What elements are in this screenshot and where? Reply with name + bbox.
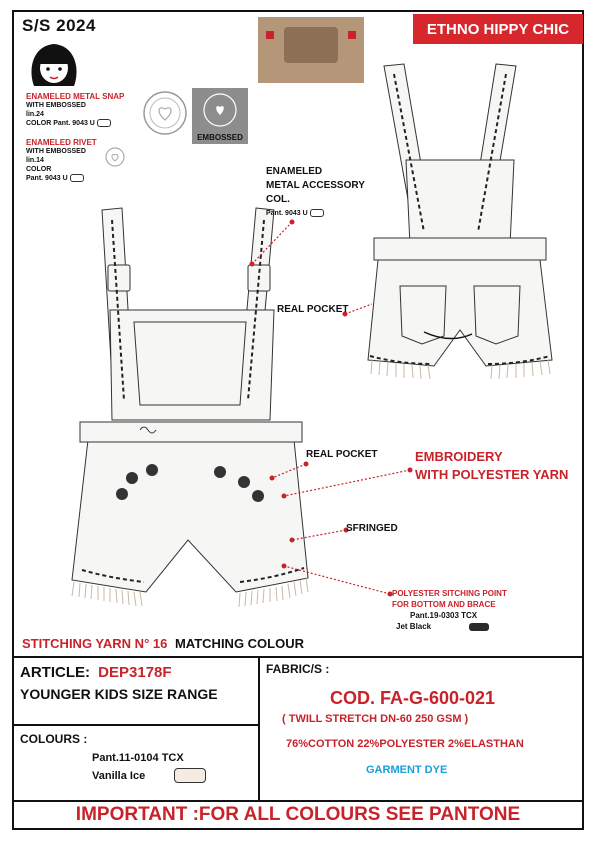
fabric-label: FABRIC/S : [266,662,330,676]
snap-line1: WITH EMBOSSED [26,102,86,109]
vanilla-ice-swatch [174,768,206,783]
callout-accessory-l1: ENAMELED [266,166,323,177]
divider-top [12,656,584,658]
snap-color: COLOR Pant. 9043 U [26,120,95,127]
colour-name: Vanilla Ice [92,770,146,782]
callout-fringed: SFRINGED [346,523,398,534]
accessory-swatch [310,209,324,217]
snap-title: ENAMELED METAL SNAP [26,92,125,101]
rivet-title: ENAMELED RIVET [26,138,97,147]
callout-stitch-pant: Pant.19-0303 TCX [410,611,478,620]
callout-embroidery-l1: EMBROIDERY [415,449,503,464]
callout-embroidery-l2: WITH POLYESTER YARN [415,467,569,482]
callout-accessory [266,165,365,221]
colours-label: COLOURS : [20,732,88,746]
jet-black-swatch [469,623,489,631]
divider-vertical [258,656,260,800]
callout-stitch-l1: POLYESTER SITCHING POINT [392,589,507,598]
callout-stitch-l2: FOR BOTTOM AND BRACE [392,600,496,609]
rivet-line3: COLOR [26,166,52,173]
stitching-yarn-note [22,636,304,651]
fabric-finish: GARMENT DYE [366,764,448,776]
rivet-color: Pant. 9043 U [26,175,68,182]
callout-front-pocket: REAL POCKET [306,449,378,460]
callout-accessory-l2: METAL ACCESSORY [266,180,365,191]
callout-embroidery [415,448,568,484]
footer-important-note: IMPORTANT :FOR ALL COLOURS SEE PANTONE [75,804,521,825]
callout-stitching-point [392,588,507,632]
season-label: S/S 2024 [22,16,96,35]
callout-accessory-pant: Pant. 9043 U [266,210,308,217]
fabric-desc: ( TWILL STRETCH DN-60 250 GSM ) [282,713,469,725]
callout-stitch-color-name: Jet Black [396,622,432,631]
rivet-line1: WITH EMBOSSED [26,148,86,155]
stitching-yarn-label: STITCHING YARN N° 16 [22,636,168,651]
rivet-line2: lin.14 [26,157,44,164]
embossed-label: EMBOSSED [197,133,243,142]
divider-left-mid [12,724,258,726]
theme-banner: ETHNO HIPPY CHIC [413,14,583,44]
fabric-code: COD. FA-G-600-021 [330,688,496,708]
article-code: DEP3178F [98,664,172,681]
article-label: ARTICLE: [20,664,90,681]
callout-back-pocket: REAL POCKET [277,304,349,315]
size-range: YOUNGER KIDS SIZE RANGE [20,686,218,702]
article-line [20,664,172,681]
snap-line2: lin.24 [26,111,44,118]
colour-pantone: Pant.11-0104 TCX [92,752,184,764]
callout-accessory-l3: COL. [266,194,290,205]
stitching-yarn-value: MATCHING COLOUR [174,636,304,651]
fabric-composition: 76%COTTON 22%POLYESTER 2%ELASTHAN [286,738,524,750]
